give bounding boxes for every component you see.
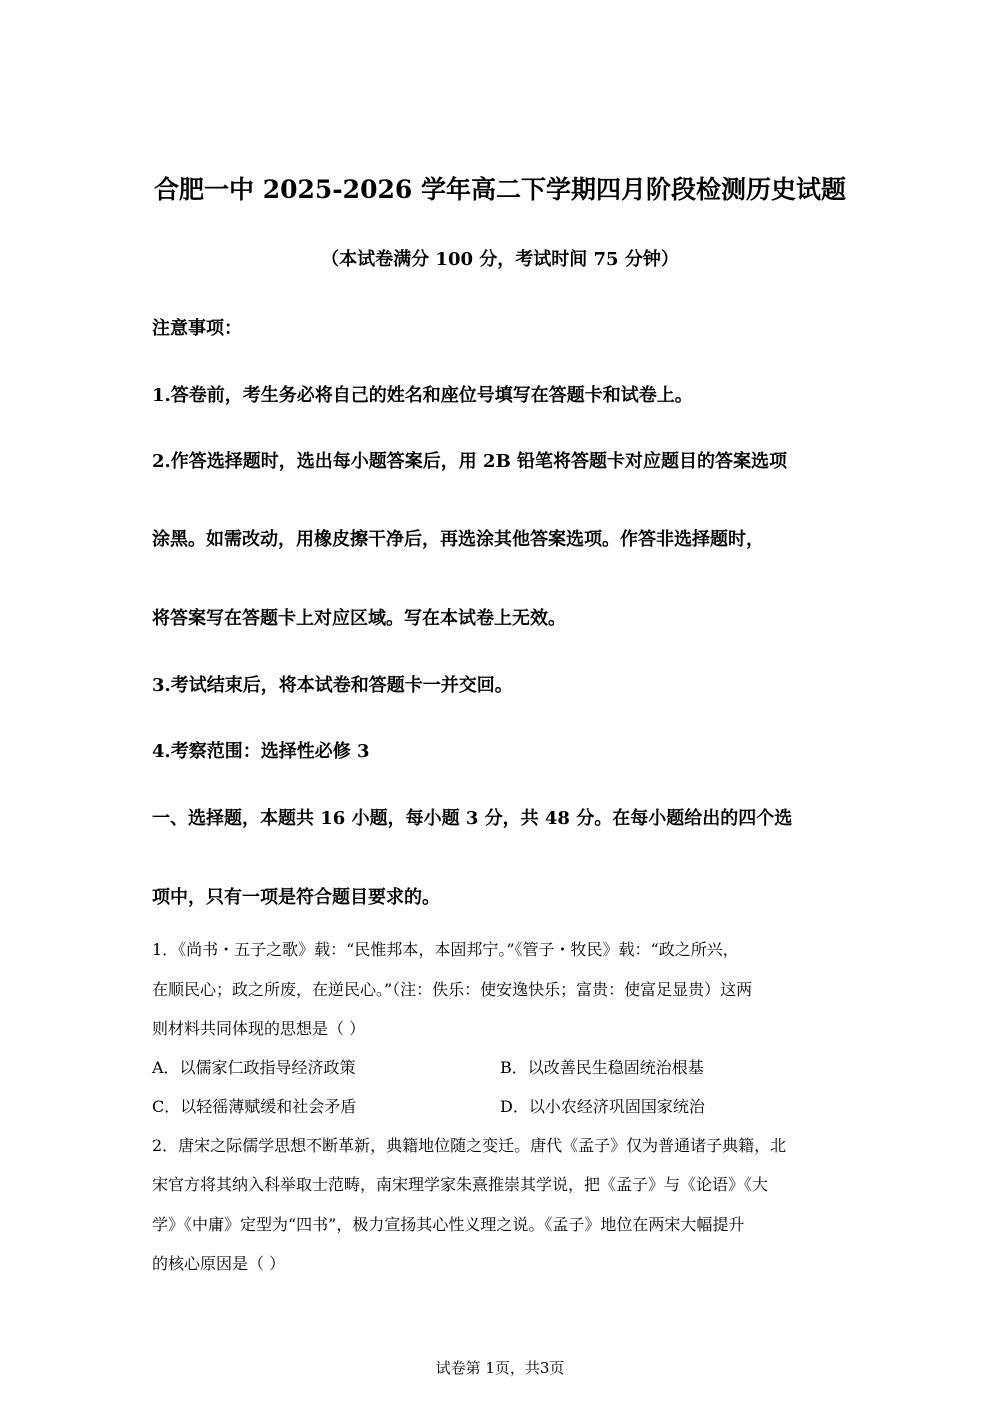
- question-2-line-1: 2．唐宋之际儒学思想不断革新，典籍地位随之变迁。唐代《孟子》仅为普通诸子典籍，北: [152, 1136, 787, 1155]
- question-1-option-b: B．以改善民生稳固统治根基: [500, 1058, 704, 1077]
- page-footer: 试卷第 1页，共3页: [435, 1359, 565, 1377]
- question-1-line-1: 1．《尚书・五子之歌》载：“民惟邦本，本固邦宁。”《管子・牧民》载：“政之所兴，: [152, 940, 739, 959]
- notice-item-2-line-2: 涂黑。如需改动，用橡皮擦干净后，再选涂其他答案选项。作答非选择题时，: [152, 529, 764, 550]
- notice-heading: 注意事项：: [152, 318, 242, 339]
- notice-item-2-line-1: 2.作答选择题时，选出每小题答案后，用 2B 铅笔将答题卡对应题目的答案选项: [152, 451, 788, 472]
- question-1-option-c: C．以轻徭薄赋缓和社会矛盾: [152, 1097, 357, 1116]
- question-1-line-3: 则材料共同体现的思想是（ ）: [152, 1019, 366, 1038]
- notice-item-2-line-3: 将答案写在答题卡上对应区域。写在本试卷上无效。: [152, 608, 566, 629]
- question-2-line-2: 宋官方将其纳入科举取士范畴，南宋理学家朱熹推崇其学说，把《孟子》与《论语》《大: [152, 1175, 769, 1194]
- question-1-option-d: D．以小农经济巩固国家统治: [500, 1097, 705, 1116]
- notice-item-1: 1.答卷前，考生务必将自己的姓名和座位号填写在答题卡和试卷上。: [152, 385, 693, 406]
- section-heading-line-1: 一、选择题，本题共 16 小题，每小题 3 分，共 48 分。在每小题给出的四个选: [152, 808, 793, 829]
- page-title: 合肥一中 2025-2026 学年高二下学期四月阶段检测历史试题: [154, 175, 846, 204]
- notice-item-3: 3.考试结束后，将本试卷和答题卡一并交回。: [152, 675, 513, 696]
- section-heading-line-2: 项中，只有一项是符合题目要求的。: [152, 887, 440, 908]
- notice-item-4: 4.考察范围：选择性必修 3: [152, 741, 370, 762]
- question-1-option-a: A．以儒家仁政指导经济政策: [152, 1058, 356, 1077]
- question-2-line-4: 的核心原因是（ ）: [152, 1254, 286, 1273]
- question-1-line-2: 在顺民心；政之所废，在逆民心。”（注：佚乐：使安逸快乐；富贵：使富足显贵）这两: [152, 980, 753, 999]
- question-2-line-3: 学》《中庸》定型为“四书”，极力宣扬其心性义理之说。《孟子》地位在两宋大幅提升: [152, 1215, 745, 1234]
- page-subtitle: （本试卷满分 100 分，考试时间 75 分钟）: [321, 249, 679, 270]
